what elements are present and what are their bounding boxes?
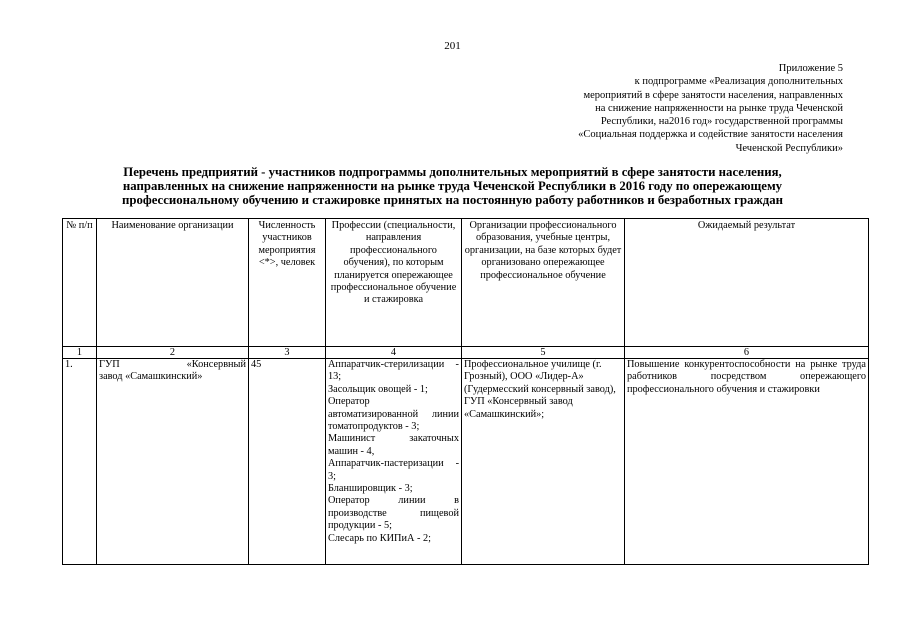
row-organization xyxy=(97,359,249,565)
row-number: 1. xyxy=(63,359,97,565)
column-numbers-row xyxy=(63,347,869,359)
profession-item: Бланшировщик - 3; xyxy=(328,483,413,495)
row-professions xyxy=(326,359,462,565)
profession-item: Слесарь по КИПиА - 2; xyxy=(328,532,432,544)
page-number: 201 xyxy=(444,40,461,52)
header-participants: Численность участников мероприятия <*>, человек xyxy=(249,219,326,347)
row-expected-result: Повышение конкурентоспособности на рынке труда работников посредством опережающего профессионального обучения и стажировки xyxy=(625,359,869,565)
organization-name-line: ГУП «Консервный xyxy=(99,359,246,370)
profession-item: Аппаратчик-пастеризации - 3; xyxy=(328,458,459,482)
header-expected-result: Ожидаемый результат xyxy=(625,219,869,347)
column-number: 4 xyxy=(326,347,462,359)
table-header-row xyxy=(63,219,869,347)
header-number: № п/п xyxy=(63,219,97,347)
title-line: профессиональному обучению и стажировке принятых на постоянную работу работников и безработных граждан xyxy=(121,192,784,207)
appendix-line: «Социальная поддержка и содействие занятости населения xyxy=(578,129,843,141)
profession-item: Аппаратчик-стерилизации - 13; xyxy=(328,359,459,383)
appendix-line: Республики, на2016 год» государственной программы xyxy=(600,116,843,128)
participants-table xyxy=(62,218,869,565)
table-row xyxy=(63,359,869,565)
column-number: 6 xyxy=(625,347,869,359)
appendix-line: к подпрограмме «Реализация дополнительных xyxy=(634,76,843,88)
organization-name-line: завод «Самашкинский» xyxy=(99,371,203,383)
profession-item: Засольщик овощей - 1; xyxy=(328,383,428,395)
appendix-line: на снижение напряженности на рынке труда Чеченской xyxy=(595,102,843,114)
profession-item: Машинист закаточных машин - 4, xyxy=(328,433,459,457)
document-title xyxy=(60,166,845,207)
header-education-orgs: Организации профессионального образования, учебные центры, организации, на базе которых будет организовано опережающее профессиональное обучение xyxy=(462,219,625,347)
title-line: Перечень предприятий - участников подпрограммы дополнительных мероприятий в сфере занятости населения, xyxy=(123,165,782,179)
title-line: направленных на снижение напряженности на рынке труда Чеченской Республики в 2016 году по опережающему xyxy=(122,178,783,193)
appendix-reference xyxy=(503,62,843,155)
column-number: 2 xyxy=(97,347,249,359)
profession-item: Оператор линии в производстве пищевой продукции - 5; xyxy=(328,495,459,532)
column-number: 3 xyxy=(249,347,326,359)
column-number: 5 xyxy=(462,347,625,359)
header-organization: Наименование организации xyxy=(97,219,249,347)
row-participants: 45 xyxy=(249,359,326,565)
appendix-line: Чеченской Республики» xyxy=(735,142,843,154)
appendix-line: Приложение 5 xyxy=(778,63,843,74)
row-education-orgs: Профессиональное училище (г. Грозный), ООО «Лидер-А» (Гудермесский консервный завод), ГУП «Консервный завод «Самашкинский»; xyxy=(462,359,625,565)
appendix-line: мероприятий в сфере занятости населения, направленных xyxy=(583,89,843,101)
profession-item: Оператор автоматизированной линии томатопродуктов - 3; xyxy=(328,396,459,433)
column-number: 1 xyxy=(63,347,97,359)
header-professions: Профессии (специальности, направления профессионального обучения), по которым планируется опережающее профессиональное обучение и стажировка xyxy=(326,219,462,347)
